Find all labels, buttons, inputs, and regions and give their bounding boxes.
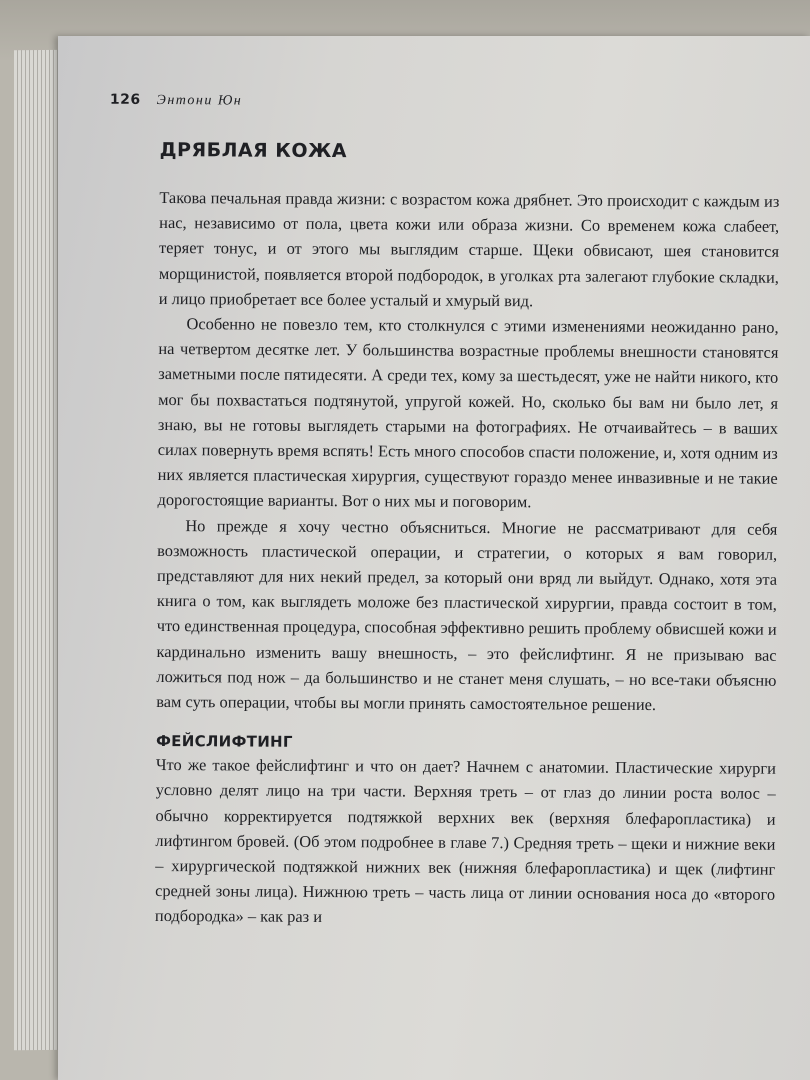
section-title: ДРЯБЛАЯ КОЖА [159, 138, 348, 163]
page-content [109, 91, 780, 932]
paragraph-1: Такова печальная правда жизни: с возрастом кожа дрябнет. Это происходит с каждым из нас, независимо от пола, цвета кожи или образа жизни. Со временем кожа слабеет, теряет тонус, и от этого мы выглядим старше. Щеки обвисают, шея становится морщинистой, появляется второй подбородок, в уголках рта залегают глубокие складки, и лицо приобретает все более усталый и хмурый вид. [158, 187, 780, 311]
paragraph-3: Но прежде я хочу честно объясниться. Многие не рассматривают для себя возможность пластической операции, и стратегии, о которых я вам говорил, представляют для них некий предел, за который они вряд ли выйдут. Однако, хотя эта книга о том, как выглядеть моложе без пластической хирургии, правда состоит в том, что единственная процедура, способная эффективно решить проблему обвисшей кожи и кардинально изменить вашу внешность, – это фейслифтинг. Я не призываю вас ложиться под нож – да большинство и не станет меня слушать, – но все-таки объясню вам суть операции, чтобы вы могли принять самостоятельное решение. [156, 515, 778, 715]
running-title: Энтони Юн [156, 92, 243, 109]
page-number: 126 [109, 91, 141, 108]
subsection-title: ФЕЙСЛИФТИНГ [155, 732, 293, 752]
paragraph-2: Особенно не повезло тем, кто столкнулся с этими изменениями неожиданно рано, на четвертом десятке лет. У большинства возрастные проблемы внешности становятся заметными после пятидесяти. А среди тех, кому за шестьдесят, уже не найти никого, кто мог бы похвастаться подтянутой, упругой кожей. Но, сколько бы вам ни было лет, я знаю, вы не готовы выглядеть старыми на фотографиях. Не отчаивайтесь – в ваших силах повернуть время вспять! Есть много способов спасти положение, и, хотя одним из них является пластическая хирургия, существуют гораздо менее инвазивные и не такие дорогостоящие варианты. Вот о них мы и поговорим. [157, 314, 779, 512]
subsection-paragraph: Что же такое фейслифтинг и что он дает? Начнем с анатомии. Пластические хирурги условно делят лицо на три части. Верхняя треть – от глаз до линии роста волос – обычно корректируется подтяжкой верхних век (верхняя блефаропластика) и лифтингом бровей. (Об этом подробнее в главе 7.) Средняя треть – щеки и нижние веки – хирургической подтяжкой нижних век (нижняя блефаропластика) и щек (лифтинг средней зоны лица). Нижнюю треть – часть лица от линии основания носа до «второго подбородка» – как раз и [154, 755, 776, 927]
running-head [110, 92, 780, 113]
